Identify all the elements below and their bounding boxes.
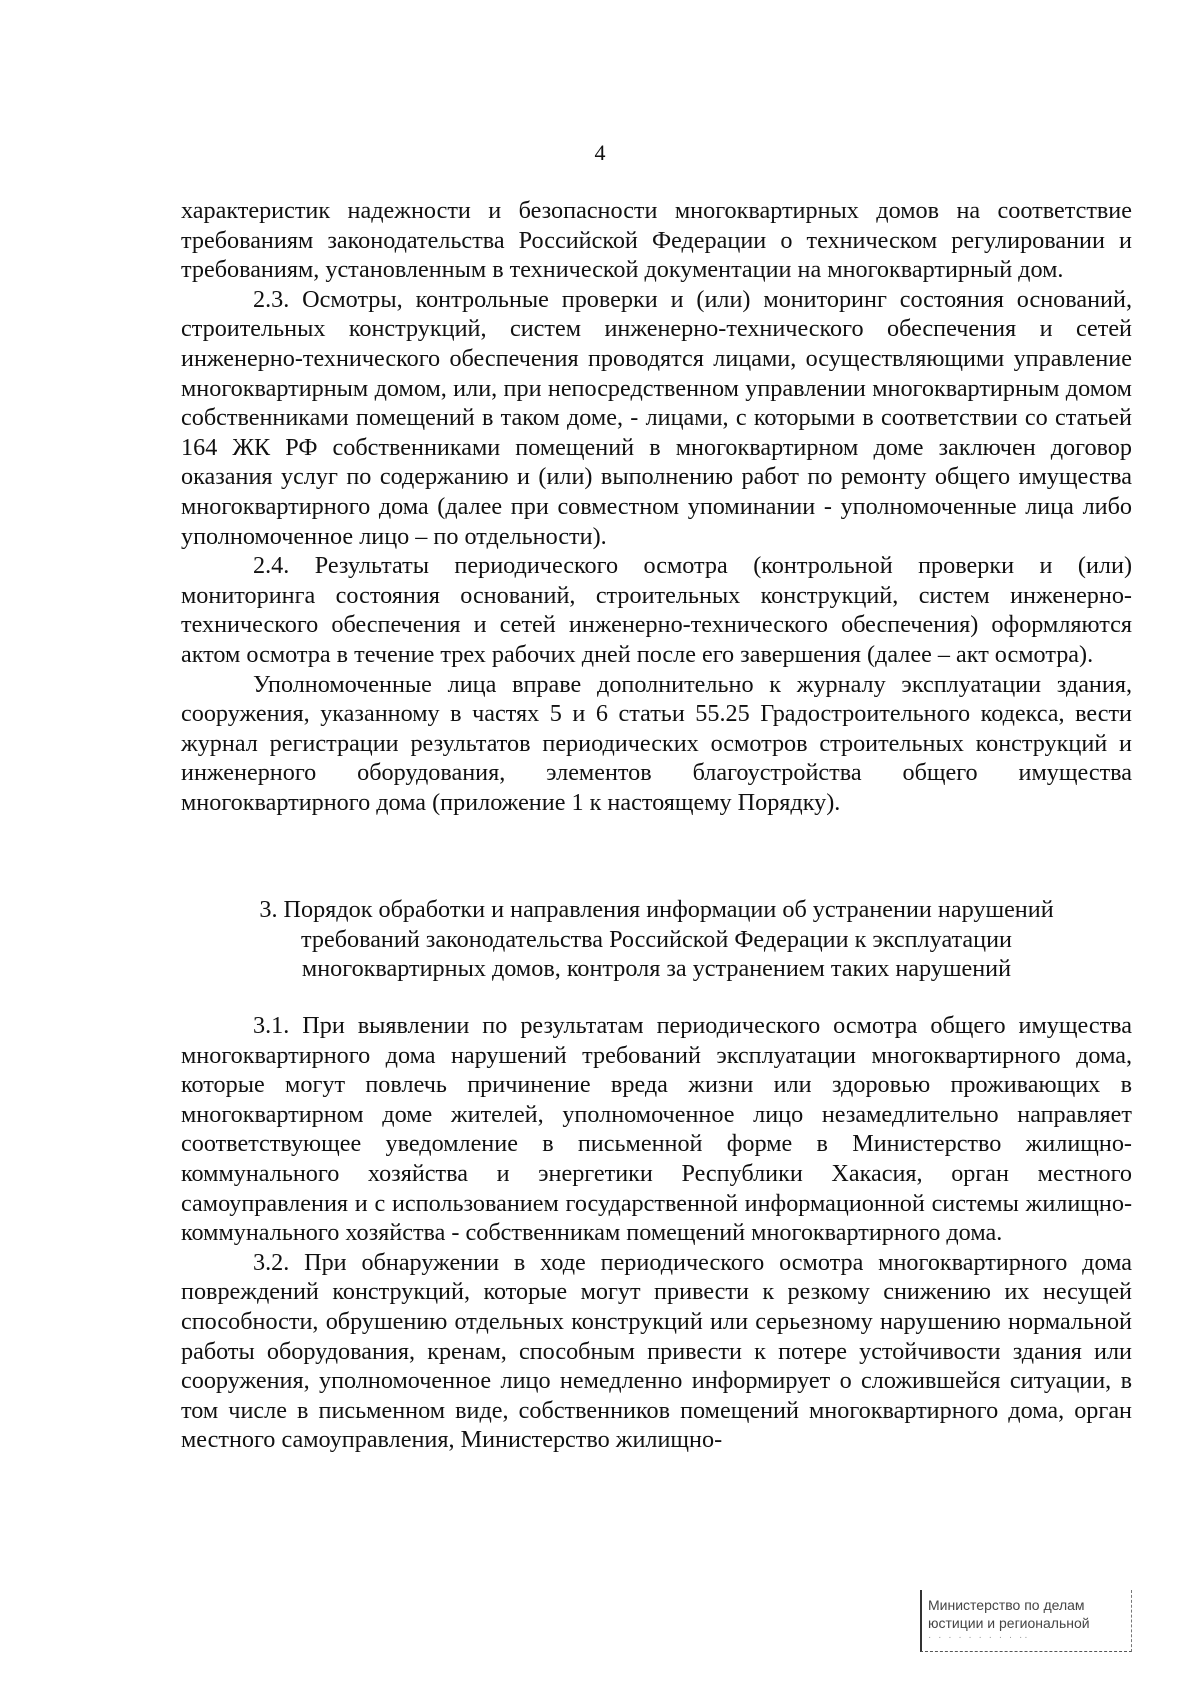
paragraph-3-2: 3.2. При обнаружении в ходе периодического осмотра многоквартирного дома повреждений конструкций, которые могут привести к резкому снижению их несущей способности, обрушению отдельных конструкций или серьезному нарушению нормальной работы оборудования, кренам, способным привести к потере устойчивости здания или сооружения, уполномоченное лицо немедленно информирует о сложившейся ситуации, в том числе в письменном виде, собственников помещений многоквартирного дома, орган местного самоуправления, Министерство жилищно-: [181, 1248, 1132, 1454]
section-3-heading-line: 3. Порядок обработки и направления информации об устранении нарушений: [259, 896, 1054, 923]
section-3-heading: [181, 895, 1132, 984]
main-text-block: [181, 196, 1132, 817]
stamp-line: юстиции и региональной: [928, 1615, 1090, 1631]
registration-stamp: [920, 1590, 1132, 1652]
section-3-heading-line: многоквартирных домов, контроля за устранением таких нарушений: [301, 955, 1012, 983]
section-3-heading-line: требований законодательства Российской Федерации к эксплуатации: [301, 925, 1012, 953]
stamp-line-faded: · · · · · · · · · ··: [928, 1632, 1030, 1643]
section-3-text-block: [181, 1011, 1132, 1455]
paragraph-journal: Уполномоченные лица вправе дополнительно к журналу эксплуатации здания, сооружения, указанному в частях 5 и 6 статьи 55.25 Градостроительного кодекса, вести журнал регистрации результатов периодических осмотров строительных конструкций и инженерного оборудования, элементов благоустройства общего имущества многоквартирного дома (приложение 1 к настоящему Порядку).: [181, 670, 1132, 816]
page-number: 4: [594, 140, 606, 165]
paragraph-3-1: 3.1. При выявлении по результатам периодического осмотра общего имущества многоквартирного дома нарушений требований эксплуатации многоквартирного дома, которые могут повлечь причинение вреда жизни или здоровью проживающих в многоквартирном доме жителей, уполномоченное лицо незамедлительно направляет соответствующее уведомление в письменной форме в Министерство жилищно-коммунального хозяйства и энергетики Республики Хакасия, орган местного самоуправления и с использованием государственной информационной системы жилищно-коммунального хозяйства - собственникам помещений многоквартирного дома.: [181, 1012, 1132, 1247]
paragraph-continuation: характеристик надежности и безопасности многоквартирных домов на соответствие требованиям законодательства Российской Федерации о техническом регулировании и требованиям, установленным в технической документации на многоквартирный дом.: [181, 197, 1132, 284]
stamp-line: Министерство по делам: [928, 1597, 1085, 1613]
paragraph-2-3: 2.3. Осмотры, контрольные проверки и (или) мониторинг состояния оснований, строительных конструкций, систем инженерно-технического обеспечения и сетей инженерно-технического обеспечения проводятся лицами, осуществляющими управление многоквартирным домом, или, при непосредственном управлении многоквартирным домом собственниками помещений в таком доме, - лицами, с которыми в соответствии со статьей 164 ЖК РФ собственниками помещений в многоквартирном доме заключен договор оказания услуг по содержанию и (или) выполнению работ по ремонту общего имущества многоквартирного дома (далее при совместном упоминании - уполномоченные лица либо уполномоченное лицо – по отдельности).: [181, 285, 1132, 550]
paragraph-2-4: 2.4. Результаты периодического осмотра (контрольной проверки и (или) мониторинга состояния оснований, строительных конструкций, систем инженерно-технического обеспечения и сетей инженерно-технического обеспечения) оформляются актом осмотра в течение трех рабочих дней после его завершения (далее – акт осмотра).: [181, 552, 1132, 668]
